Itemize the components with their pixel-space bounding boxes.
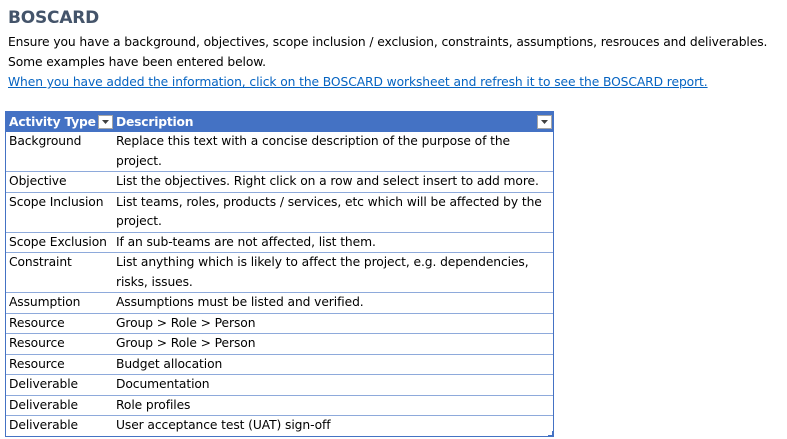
filter-dropdown-button[interactable]	[537, 115, 552, 129]
description-cell[interactable]: List the objectives. Right click on a row and select insert to add more.	[116, 174, 539, 188]
description-cell[interactable]: User acceptance test (UAT) sign-off	[116, 418, 331, 432]
activity-type-cell[interactable]: Deliverable	[9, 418, 78, 432]
activity-type-cell[interactable]: Background	[9, 134, 82, 148]
table-row	[6, 252, 553, 292]
description-cell[interactable]: Assumptions must be listed and verified.	[116, 295, 364, 309]
activity-type-cell[interactable]: Constraint	[9, 255, 72, 269]
column-header-label: Description	[116, 115, 194, 129]
description-cell[interactable]: List anything which is likely to affect the project, e.g. dependencies, risks, issues.	[116, 255, 529, 289]
table-row	[6, 374, 553, 395]
intro-line-1: Ensure you have a background, objectives, scope inclusion / exclusion, constraints, assumptions, resrouces and deliverables.	[8, 35, 768, 49]
table-row	[6, 292, 553, 313]
activity-type-cell[interactable]: Resource	[9, 336, 65, 350]
description-cell[interactable]: Documentation	[116, 377, 210, 391]
table-row	[6, 313, 553, 334]
activity-type-cell[interactable]: Assumption	[9, 295, 81, 309]
activity-type-cell[interactable]: Deliverable	[9, 377, 78, 391]
dropdown-arrow-icon	[541, 120, 548, 124]
column-header-activity-type[interactable]	[6, 112, 113, 132]
table-row	[6, 333, 553, 354]
table-row	[6, 171, 553, 192]
description-cell[interactable]: If an sub-teams are not affected, list them.	[116, 234, 376, 249]
activity-type-cell[interactable]: Scope Exclusion	[9, 234, 107, 249]
description-cell[interactable]: List teams, roles, products / services, etc which will be affected by the project.	[116, 194, 542, 228]
description-cell[interactable]: Budget allocation	[116, 356, 223, 371]
table-row	[6, 232, 553, 253]
dropdown-arrow-icon	[102, 120, 109, 124]
column-header-description[interactable]	[113, 112, 553, 132]
description-cell[interactable]: Group > Role > Person	[116, 315, 256, 330]
activity-type-cell[interactable]: Scope Inclusion	[9, 194, 104, 209]
boscard-worksheet-link[interactable]: When you have added the information, click on the BOSCARD worksheet and refresh it to see the BOSCARD report.	[8, 75, 708, 89]
column-header-label: Activity Type	[9, 115, 96, 129]
intro-line-2: Some examples have been entered below.	[8, 55, 266, 69]
table-row	[6, 132, 553, 171]
table-resize-handle[interactable]	[548, 431, 553, 436]
sheet-title: BOSCARD	[8, 8, 100, 28]
table-header	[6, 112, 553, 132]
table-row	[6, 395, 553, 416]
activity-type-cell[interactable]: Resource	[9, 356, 65, 371]
table-row	[6, 415, 553, 436]
filter-dropdown-button[interactable]	[98, 115, 113, 129]
description-cell[interactable]: Replace this text with a concise description of the purpose of the project.	[116, 134, 510, 168]
table-body	[6, 132, 553, 436]
description-cell[interactable]: Role profiles	[116, 397, 191, 412]
activity-type-cell[interactable]: Objective	[9, 174, 67, 188]
activity-type-cell[interactable]: Deliverable	[9, 397, 78, 412]
boscard-table	[5, 111, 554, 437]
description-cell[interactable]: Group > Role > Person	[116, 336, 256, 350]
table-row	[6, 354, 553, 375]
activity-type-cell[interactable]: Resource	[9, 315, 65, 330]
table-row	[6, 192, 553, 232]
